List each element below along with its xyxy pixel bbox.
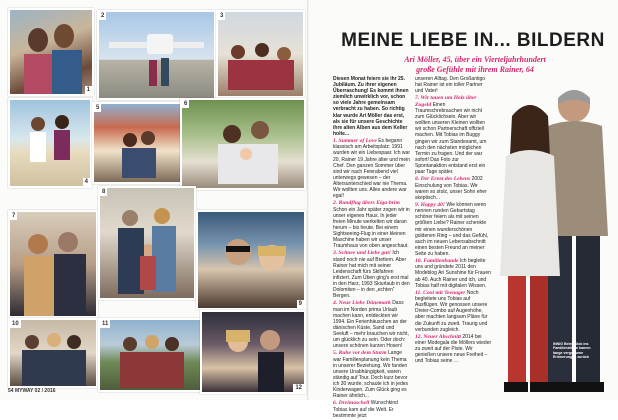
section-heading: 10. Familienbande bbox=[415, 257, 459, 264]
family-figures-icon bbox=[100, 320, 200, 390]
photo-number: 2 bbox=[101, 13, 105, 19]
section-body: Dass man im Norden prima Urlaub machen kann, entdeckten wir 1994. Ein Ferienhäuschen an der dänischen Küste, Sand und Seeluft – mehr brauchen wir nicht, um glücklich zu sein. Oder doch: unsere schönen kurzen Hosen! bbox=[333, 300, 409, 350]
photo-number: 8 bbox=[102, 189, 106, 195]
section-heading: 2. Rundflug übers Eiga-brim bbox=[333, 200, 400, 207]
woman-coat-icon bbox=[500, 150, 560, 276]
section-body: Einen Traumschrebrauchen wir nicht zum Glücklichsein. Aber wir wollten unseren Kleinen wollten wir schon Partnerschaft offiziell machen. Mit Tobias im Buggy gingen wir zum Standesamt, um nach den nächsten möglichen Termin zu fragen. Und der war sofort! Das Foto zur Spontanaktion entstand erst ein paar Tage später. bbox=[415, 101, 487, 176]
section-heading: 1. Summer of Love bbox=[333, 137, 377, 144]
section-body: Ich begleite uns und gründete 2011 den Modeblog Ari Sunshine für Frauen ab 40. Auch Rainer und ich, und Tobias half mit digitalen Wissen. bbox=[415, 257, 491, 289]
couple-figures-icon bbox=[202, 312, 304, 392]
folio: 54 MYWAY 02 / 2016 bbox=[8, 388, 56, 394]
photo-number: 5 bbox=[96, 105, 100, 111]
intro-paragraph: Diesen Monat feiern sie ihr 25. Jubiläum. Zu ihrer eigenen Überraschung! Es kommt ihnen ziemlich unwirklich vor, schon so viele Jahre gemeinsam verbracht zu haben. So richtig klar wurde Ari Möller das erst, als sie für unsere Geschichte ihre alten Alben aus dem Keller holte... bbox=[333, 76, 409, 137]
group-figures-icon bbox=[218, 12, 303, 96]
section-body: Wie können wenn nennen runden Geburtstag schöner feiern als mit seinen größten Liebe? Rainer schenkte mir einen wunderschönen goldenen Ring – und das Gefühl, auch im neuen Lebensabschnitt einen besten Freund an meiner Seite zu haben. bbox=[415, 201, 489, 257]
section-heading: 8. Der Ernst des Lebens bbox=[415, 176, 471, 183]
section-heading: 4. Neue Liebe Dänemark bbox=[333, 300, 391, 307]
photo-6-garden-baby bbox=[180, 98, 306, 190]
photo-number: 6 bbox=[184, 101, 188, 107]
continuation-paragraph: unseren Alltag. Den Großantigo hat Rainer ist ein toller Partner und Vater! bbox=[415, 76, 486, 95]
section-body: Noch begleitete uns Tobias auf Ausflügen. Wir genossen unsere Dreier-Combo auf Augenhöhe, aber machten langsam Pläne für die Zukunft zu zweit. Traurig und verbunden zugleich. bbox=[415, 289, 488, 333]
subhead-line-1: Ari Möller, 45, über ein Vierteljahrhundert bbox=[404, 55, 546, 64]
family-figures-icon bbox=[182, 100, 304, 188]
photo-11-mountain-hike bbox=[98, 318, 202, 392]
airplane-icon bbox=[99, 12, 214, 98]
photo-number: 4 bbox=[84, 179, 88, 185]
photo-number: 11 bbox=[102, 321, 109, 327]
section-heading: 9. Happy 40! bbox=[415, 201, 445, 208]
photo-9-selfie bbox=[196, 210, 306, 310]
couple-figures-icon bbox=[198, 212, 304, 308]
section-heading: 6. Dreimaschell bbox=[333, 400, 370, 407]
photo-number: 3 bbox=[220, 13, 224, 19]
photo-number: 9 bbox=[298, 301, 302, 307]
couple-figures-icon bbox=[10, 100, 90, 186]
text-column-1 bbox=[333, 76, 410, 420]
photo-2-airplane bbox=[97, 10, 216, 100]
photo-4-beach-couple bbox=[8, 98, 92, 188]
couple-figures-icon bbox=[10, 212, 96, 316]
section-heading: 11. Cool mit Teenager bbox=[415, 289, 466, 296]
photo-number: 7 bbox=[12, 213, 16, 219]
section-body: 2014 bei einer Modegala die Möllers wieder zu zweit auf der Piste. Wir genießen unsere neue Freiheit – und Tobias seine ... bbox=[415, 333, 492, 365]
left-page bbox=[0, 0, 308, 400]
headline: MEINE LIEBE IN... BILDERN bbox=[341, 30, 605, 51]
subhead bbox=[335, 55, 615, 75]
photo-number: 10 bbox=[12, 321, 19, 327]
section-body: Schon ein Jahr später zogen wir in unser eigenes Haus. In jeder freien Minute werkelten wir daran herum – bis heute. Bei einem Sightseeing-Flug in einer kleinen Maschine haben wir unser Traumhaus von oben angeschaut. bbox=[333, 206, 410, 250]
photo-5-town-square bbox=[92, 102, 182, 184]
section-heading: 7. Wir tauen um Holz über Zugeld bbox=[415, 95, 477, 108]
section-heading: 5. Ruhe vor dem Sturm bbox=[333, 350, 387, 357]
section-heading: 3. Schnee und Liebe gut! bbox=[333, 250, 391, 257]
couple-figures-icon bbox=[94, 104, 180, 182]
photo-number: 1 bbox=[86, 87, 90, 93]
photo-3-ski-group bbox=[216, 10, 305, 98]
photo-10-family-trio bbox=[8, 318, 98, 388]
family-figures-icon bbox=[10, 320, 96, 386]
photo-8-school-day bbox=[98, 186, 196, 300]
couple-figures-icon bbox=[10, 10, 92, 94]
section-body: Es begann klassisch am Arbeitsplatz: 1991 wurden wir ein Liebespaar. Ich war 20, Rainer 19 Jahre älter und mein Chef. Den ganzen Sommer über sind wir nach Feierabend viel unterwegs gewesen – der Altersunterschied war nie Thema. Wir wollten uns. Alles andere war egal! bbox=[333, 137, 410, 200]
family-figures-icon bbox=[100, 188, 194, 298]
photo-1-couple-at-window bbox=[8, 8, 94, 96]
section-heading: 12. Neuer Abschnitt bbox=[415, 333, 461, 340]
photo-12-gala-couple bbox=[200, 310, 306, 394]
section-body: Ich stand noch nie auf Brettern. Aber Rainer hat mich mit seiner Leidenschaft fürs Skifahren infiziert. Zum Üben ging's erst mal in den Harz, 1993 Skiurlaub in den Dolomiten – in den „echten“ Bergen. bbox=[333, 250, 410, 300]
text-column-2 bbox=[415, 76, 492, 366]
section-body: Lange war Familienplanung kein Thema in unserer Beziehung. Wir fanden unsere Unabhängigkeit, waren ständig auf Tour. Doch kurz bevor ich 30 wurde, schaute ich in jedes Kinderwagen. Zum Glück ging es Rainer ähnlich... bbox=[333, 350, 409, 400]
section-body: Wunschkind Tobias kam auf die Welt. Er bestimmte jetzt bbox=[333, 400, 398, 419]
photo-7-couple-portrait bbox=[8, 210, 98, 318]
subhead-line-2: große Gefühle mit ihrem Rainer, 64 bbox=[416, 65, 534, 74]
section-body: 2002 Einschulung von Tobias. Wir waren so stolz, unser Sohn eher skeptisch... bbox=[415, 176, 487, 201]
photo-number: 12 bbox=[295, 385, 302, 391]
photo-caption: INNIG Beim Blick ins Familienalbum kamen lange vergessene Erinnerungen zurück bbox=[553, 342, 591, 359]
